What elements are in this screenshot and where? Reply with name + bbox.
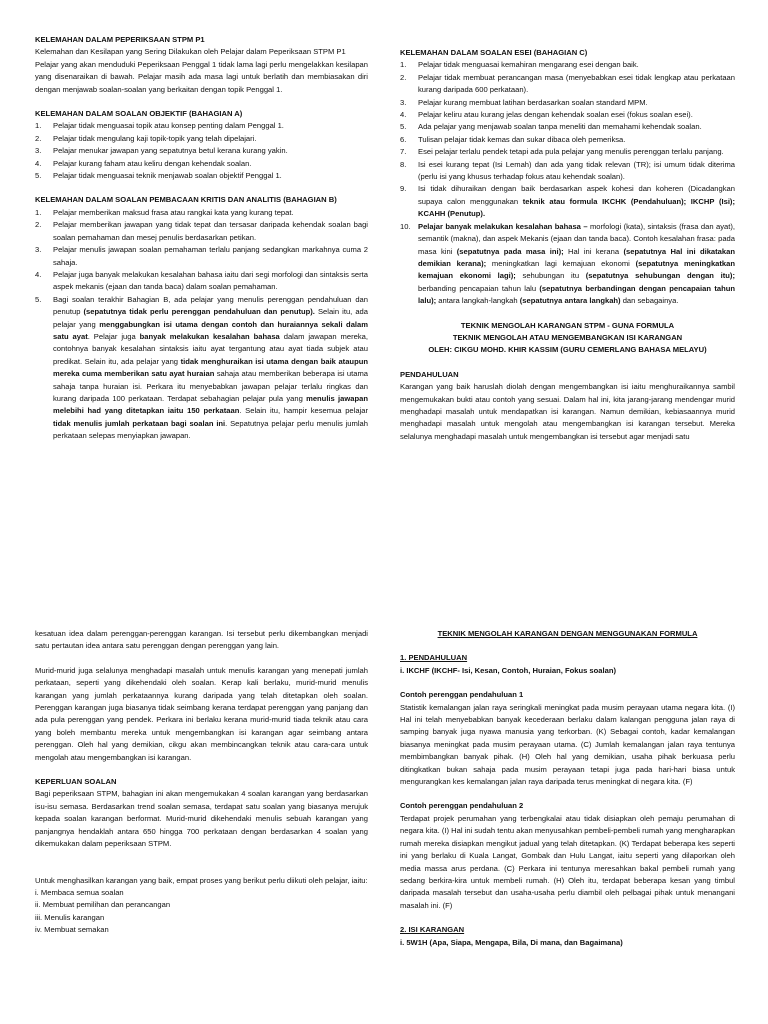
heading-objektif: KELEMAHAN DALAM SOALAN OBJEKTIF (BAHAGIAN A) [35, 109, 243, 119]
list-item: 2. Pelajar tidak mengulang kaji topik-topik yang telah dipelajari. [35, 133, 257, 143]
title-line-1: TEKNIK MENGOLAH KARANGAN STPM - GUNA FORMULA [460, 320, 675, 330]
list-item: iv. Membuat semakan [35, 925, 109, 935]
objektif-list [35, 120, 368, 182]
list-item: 1. Pelajar tidak menguasai topik atau konsep penting dalam Penggal 1. [35, 121, 284, 131]
contoh-1-paragraph: Statistik kemalangan jalan raya seringkali meningkat pada musim perayaan utama negara kita. (I) Hal ini telah menyebabkan banyak kecederaan berlaku dalam kalangan pengguna jalan raya di samping banyak juga nyawa manusia yang terkorban. (K) Sebagai contoh, kadar kemalangan biasanya meningkat pada musim perayaan utama. (C) Jumlah kemalangan jalan raya tentunya membimbangkan banyak pihak. (H) Oleh hal yang demikian, usaha pihak berkuasa perlu ditingkatkan bukan sahaja pada musim perayaan tetapi juga pada hari-hari biasa untuk mengurangkan kes kemalangan jalan raya daripada terus meningkat di negara kita. (F) [400, 702, 735, 787]
heading-pendahuluan-formula: 1. PENDAHULUAN [400, 653, 468, 663]
heading-isi-karangan: 2. ISI KARANGAN [400, 925, 465, 935]
list-item: 4. Pelajar juga banyak melakukan kesalahan bahasa iaitu dari segi morfologi dan sintaksis serta aspek mekanis (ejaan dan tanda baca) dalam soalan pemahaman. [35, 269, 368, 292]
top-right-column [400, 47, 735, 443]
bottom-left-column [35, 628, 368, 937]
top-left-column [35, 34, 368, 443]
contoh-2-heading: Contoh perenggan pendahuluan 2 [400, 801, 524, 811]
paragraph-keperluan: Bagi peperiksaan STPM, bahagian ini akan mengemukakan 4 soalan karangan yang berdasarkan isu-isu semasa. Berdasarkan trend soalan semasa, terdapat satu soalan yang biasanya merujuk kepada soalan karangan berformat. Murid-murid dikehendaki menulis sebuah karangan yang panjangnya hendaklah antara 650 hingga 700 perkataan dengan berdasarkan 4 soalan yang dikemukakan dalam peperiksaan STPM. [35, 789, 368, 849]
heading-kritis: KELEMAHAN DALAM SOALAN PEMBACAAN KRITIS DAN ANALITIS (BAHAGIAN B) [35, 195, 337, 205]
list-item: 1. Pelajar tidak menguasai kemahiran mengarang esei dengan baik. [400, 60, 639, 70]
list-item: 5. Pelajar tidak menguasai teknik menjawab soalan objektif Penggal 1. [35, 171, 282, 181]
list-item: 2. Pelajar tidak membuat perancangan masa (menyebabkan esei tidak lengkap atau perkataan kurang daripada 600 perkataan). [400, 72, 735, 95]
title-line-3: OLEH: CIKGU MOHD. KHIR KASSIM (GURU CEMERLANG BAHASA MELAYU) [428, 345, 707, 355]
list-item: 3. Pelajar kurang membuat latihan berdasarkan soalan standard MPM. [400, 97, 648, 107]
list-item: 4. Pelajar kurang faham atau keliru dengan kehendak soalan. [35, 158, 252, 168]
5w1h-subheading: i. 5W1H (Apa, Siapa, Mengapa, Bila, Di mana, dan Bagaimana) [400, 937, 623, 947]
list-item: 9. Isi tidak dihuraikan dengan baik berdasarkan aspek kohesi dan koheren (Dicadangkan supaya calon menggunakan teknik atau formula IKCHK (Pendahuluan); IKCHP (Isi); KCAHH (Penutup). [400, 184, 735, 219]
proses-list [35, 887, 368, 937]
heading-pendahuluan: PENDAHULUAN [400, 369, 459, 379]
list-item: 7. Esei pelajar terlalu pendek tetapi ada pula pelajar yang menulis perenggan terlalu panjang. [400, 147, 724, 157]
list-item: 10. Pelajar banyak melakukan kesalahan bahasa – morfologi (kata), sintaksis (frasa dan ayat), semantik (makna), dan aspek Mekanis (ejaan dan tanda baca). Contoh kesalahan frasa: pada masa kini (sepatutnya pada masa ini); Hal ini kerana (sepatutnya Hal ini dikatakan demikian kerana); meningkatkan lagi kemajuan ekonomi (sepatutnya meningkatkan kemajuan ekonomi lagi); sehubungan itu (sepatutnya sehubungan dengan itu); berbanding pencapaian tahun lalu (sepatutnya berbandingan dengan pencapaian tahun lalu); antara langkah-langkah (sepatutnya antara langkah) dan sebagainya. [400, 221, 736, 306]
heading-kelemahan-p1: KELEMAHAN DALAM PEPERIKSAAN STPM P1 [35, 35, 205, 44]
pendahuluan-paragraph: Karangan yang baik haruslah diolah dengan mengembangkan isi iaitu menghuraikannya sambil mengemukakan bukti atau contoh yang sesuai. Dalam hal ini, kita jarang-jarang mendengar murid menghadapi masalah untuk mendapatkan isi karangan. Namun demikian, kebiasaannya murid menghadapi masalah untuk mengolah atau mengembangkan isi karangan tersebut. Mereka selalunya menghadapi masalah untuk mengembangkan isi tersebut agar menjadi satu [400, 382, 735, 441]
list-item: 4. Pelajar keliru atau kurang jelas dengan kehendak soalan esei (fokus soalan esei). [400, 110, 693, 120]
list-item: 6. Tulisan pelajar tidak kemas dan sukar dibaca oleh pemeriksa. [400, 134, 626, 144]
list-item: 8. Isi esei kurang tepat (Isi Lemah) dan ada yang tidak relevan (TR); isi umum tidak diterima (perlu isi yang khusus terhadap fokus atau kehendak soalan). [400, 159, 735, 182]
heading-esei: KELEMAHAN DALAM SOALAN ESEI (BAHAGIAN C) [400, 48, 588, 57]
list-item: 3. Pelajar menulis jawapan soalan pemahaman terlalu panjang sedangkan markahnya cuma 2 sahaja. [35, 245, 368, 267]
list-item: ii. Membuat pemilihan dan perancangan [35, 900, 171, 910]
ikchf-subheading: i. IKCHF (IKCHF- Isi, Kesan, Contoh, Huraian, Fokus soalan) [400, 665, 617, 675]
list-item: 5. Ada pelajar yang menjawab soalan tanpa meneliti dan memahami kehendak soalan. [400, 122, 702, 132]
list-item: 1. Pelajar memberikan maksud frasa atau rangkai kata yang kurang tepat. [35, 207, 294, 217]
contoh-1-heading: Contoh perenggan pendahuluan 1 [400, 690, 524, 700]
section-title-formula: TEKNIK MENGOLAH KARANGAN DENGAN MENGGUNAKAN FORMULA [437, 629, 698, 638]
kritis-list [35, 207, 368, 443]
bottom-right-column [400, 628, 735, 949]
title-line-2: TEKNIK MENGOLAH ATAU MENGEMBANGKAN ISI KARANGAN [452, 332, 683, 342]
intro-paragraph: Pelajar yang akan menduduki Peperiksaan Penggal 1 tidak lama lagi perlu mengelakkan kesilapan yang disenaraikan di bawah. Pelajar masih ada masa lagi untuk berlatih dan membiasakan diri dengan menjawab soalan-soalan yang berkaitan dengan topik Penggal 1. [35, 59, 368, 94]
list-item: 3. Pelajar menukar jawapan yang sepatutnya betul kerana kurang yakin. [35, 146, 288, 156]
heading-keperluan-soalan: KEPERLUAN SOALAN [35, 777, 117, 787]
esei-list [400, 59, 735, 307]
paragraph-continuation: kesatuan idea dalam perenggan-perenggan karangan. Isi tersebut perlu dikembangkan menjadi satu pertautan idea antara satu perenggan dengan perenggan yang lain. [35, 629, 368, 651]
list-item: 2. Pelajar memberikan jawapan yang tidak tepat dan tersasar daripada kehendak soalan bagi soalan pemahaman dan mesej penulis berdasarkan petikan. [35, 220, 368, 242]
paragraph-proses: Untuk menghasilkan karangan yang baik, empat proses yang berikut perlu diikuti oleh pelajar, iaitu: [35, 875, 368, 885]
contoh-2-paragraph: Terdapat projek perumahan yang terbengkalai atau tidak disiapkan oleh pemaju perumahan di negara kita. (I) Hal ini sudah tentu akan menyusahkan pembeli-pembeli rumah yang mengharapkan rumah mereka disiapkan mengikut jadual yang telah ditetapkan. (K) Terdapat beberapa kes seperti ini yang berlaku di Kuala Langat, Gombak dan Hulu Langat, iaitu seperti yang dilaporkan oleh media massa arus perdana. (C) Perkara ini tentunya meresahkan bakal pembeli rumah yang sedang berkira-kira untuk membeli rumah. (H) Oleh itu, terdapat beberapa kesan yang timbul daripada masalah tersebut dan usaha-usaha perlu diambil oleh pelbagai pihak untuk menangani masalah ini. (F) [400, 813, 735, 910]
paragraph-masalah: Murid-murid juga selalunya menghadapi masalah untuk menulis karangan yang menepati jumlah perkataan, seperti yang dikehendaki oleh soalan. Kerap kali berlaku, murid-murid menulis karangan yang jumlah perkataannya kurang daripada yang telah ditetapkan oleh soalan. Perenggan karangan juga biasanya tidak seimbang kerana terdapat perenggan yang panjang dan ada pula perenggan yang pendek. Perkara ini berlaku kerana murid-murid tiada teknik atau cara yang boleh membantu mereka untuk mengembangkan isi karangan agar seimbang antara perenggan. Oleh hal yang demikian, cikgu akan membincangkan teknik atau cara-cara untuk mengolah atau mengembangkan isi karangan. [35, 665, 368, 762]
list-item: 5. Bagi soalan terakhir Bahagian B, ada pelajar yang menulis perenggan pendahuluan dan penutup (sepatutnya tidak perlu perenggan pendahuluan dan penutup). Selain itu, ada pelajar yang menggabungkan isi utama dengan contoh dan huraiannya sekali dalam satu ayat. Pelajar juga banyak melakukan kesalahan bahasa dalam jawapan mereka, contohnya banyak kesalahan sintaksis iaitu ayat tergantung atau ayat tiada subjek atau predikat. Selain itu, ada pelajar yang tidak menghuraikan isi utama dengan baik ataupun mereka cuma memberikan satu ayat huraian sahaja atau memberikan beberapa isi utama sahaja tanpa huraian isi. Perkara itu menyebabkan jawapan pelajar terlalu ringkas dan kurang daripada 100 perkataan. Terdapat sebahagian pelajar pula yang menulis jawapan melebihi had yang ditetapkan iaitu 150 perkataan. Selain itu, hampir kesemua pelajar tidak menulis jumlah perkataan bagi soalan ini. Sepatutnya pelajar perlu menulis jumlah perkataan selepas menyiapkan jawapan. [35, 294, 369, 441]
intro-subtitle: Kelemahan dan Kesilapan yang Sering Dilakukan oleh Pelajar dalam Peperiksaan STPM P1 [35, 47, 346, 57]
list-item: iii. Menulis karangan [35, 912, 105, 922]
list-item: i. Membaca semua soalan [35, 887, 124, 897]
